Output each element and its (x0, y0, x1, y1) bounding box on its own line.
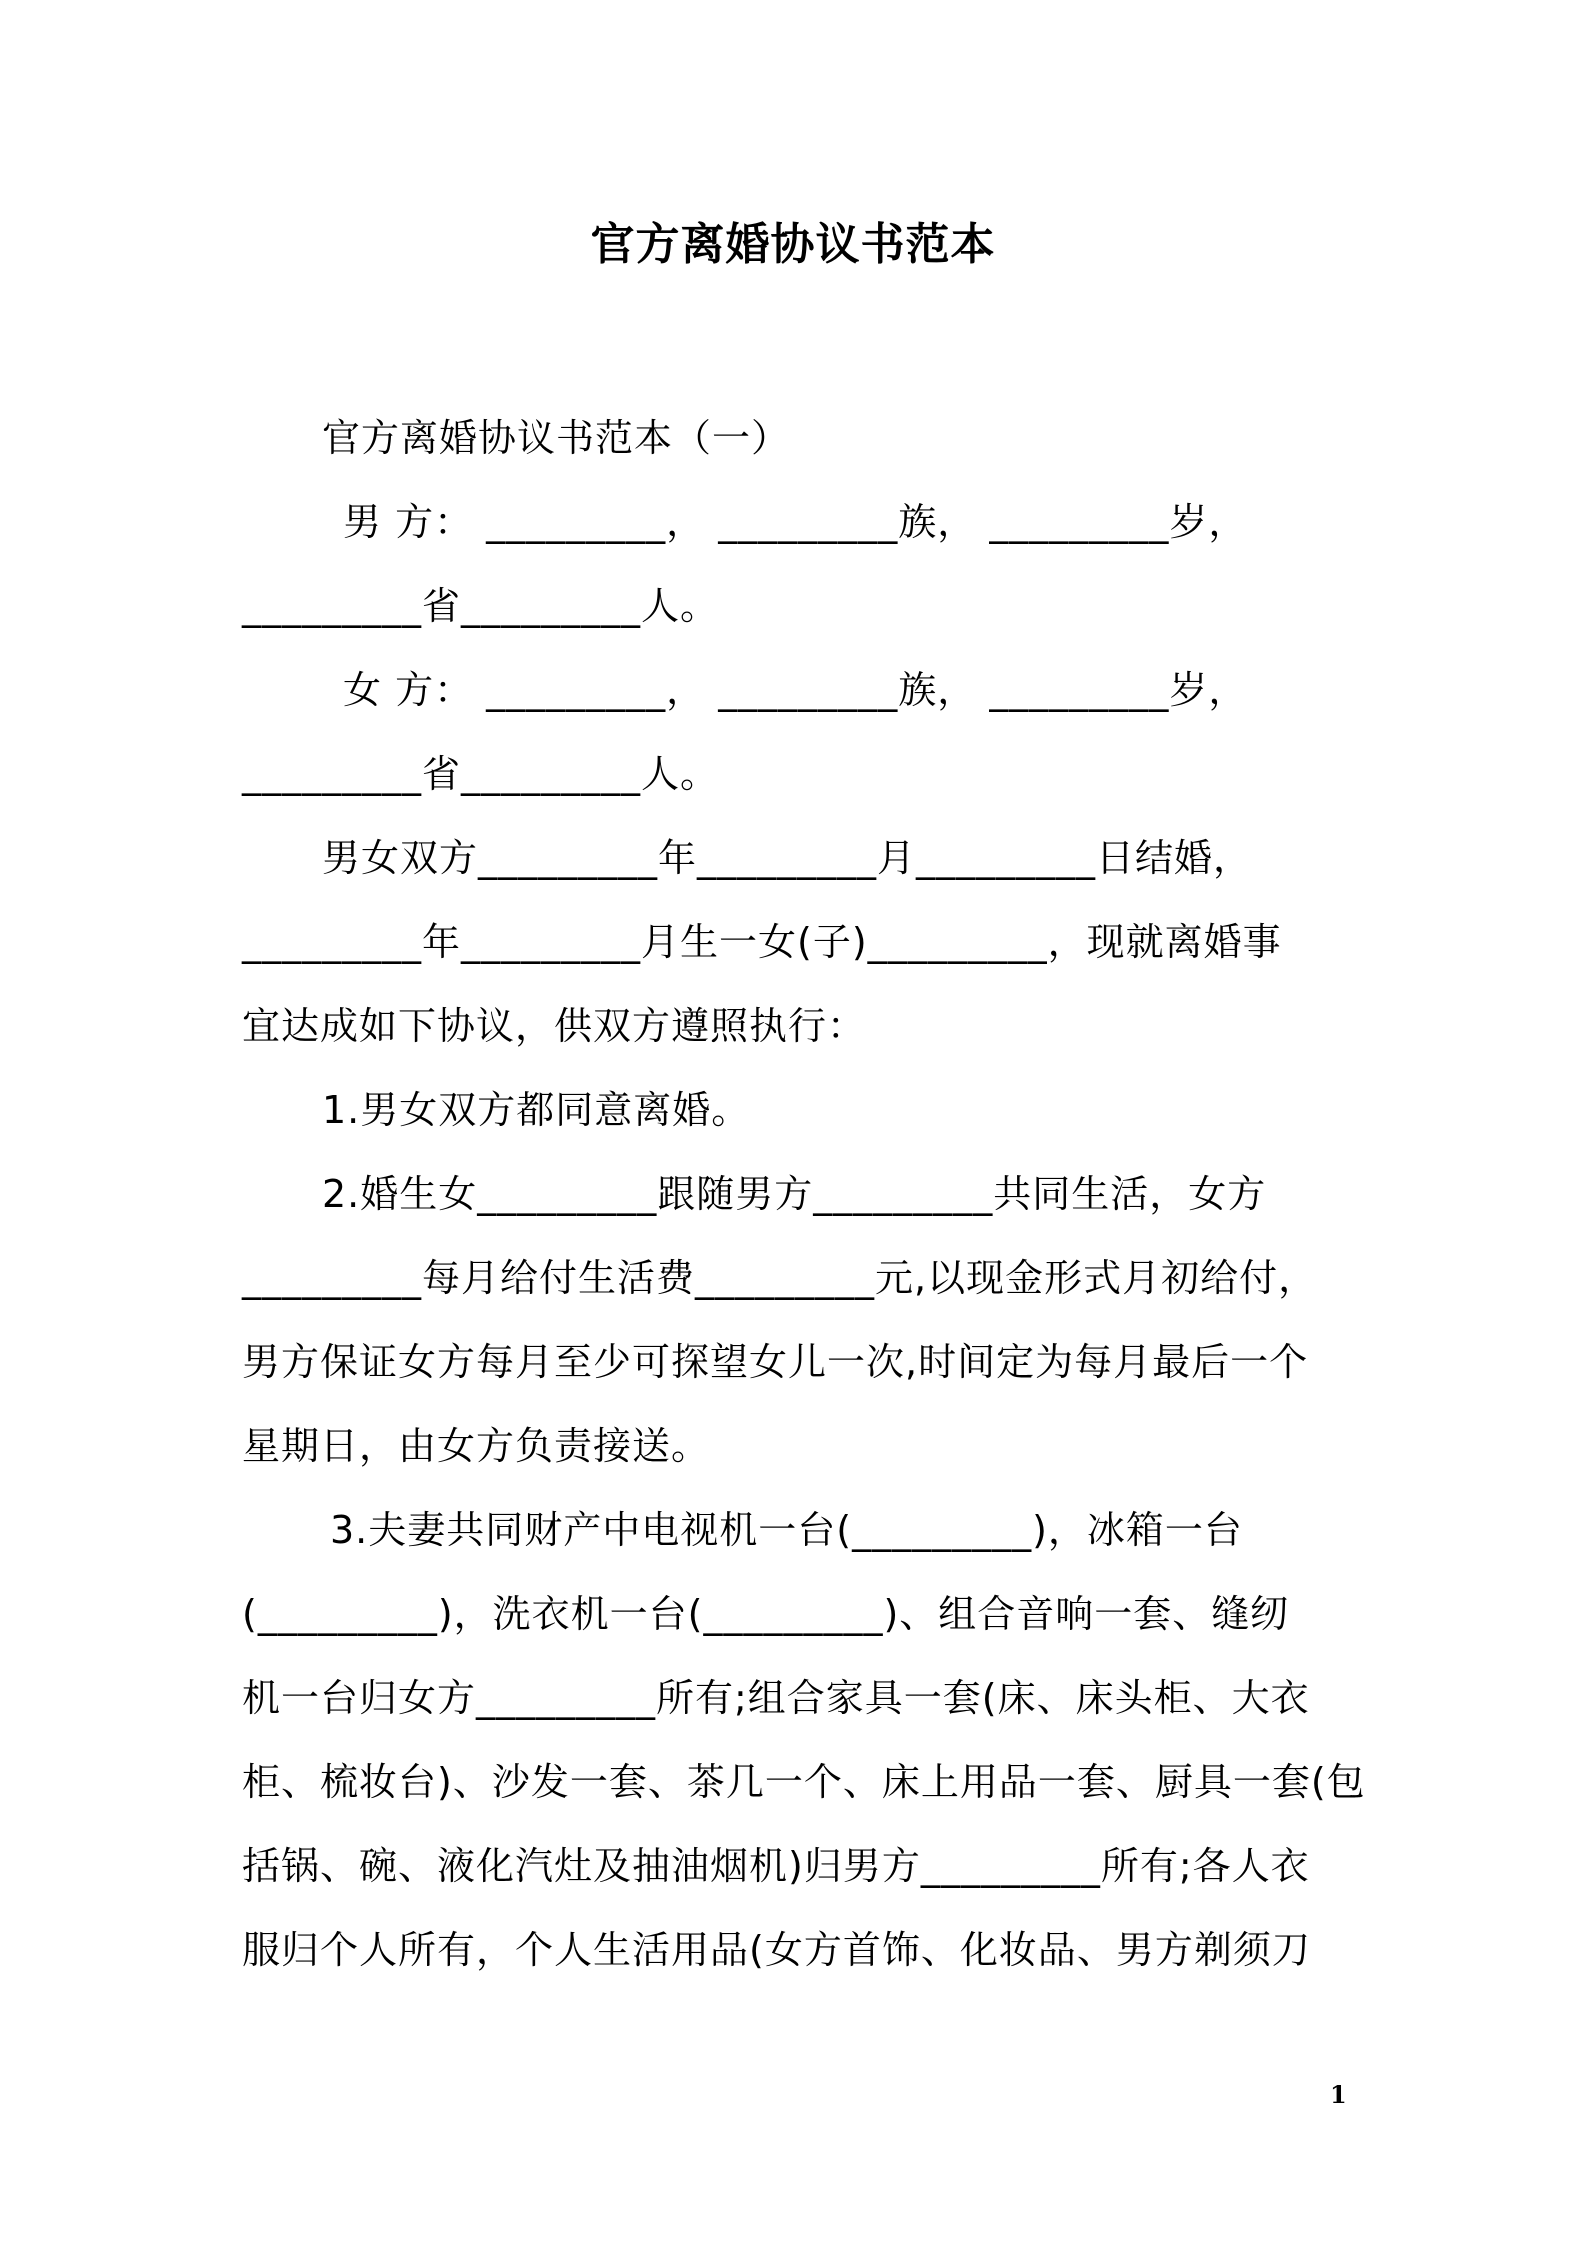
clause-2-line: _________每月给付生活费_________元,以现金形式月初给付， (242, 1256, 1318, 1300)
paragraph-line: _________年_________月生一女(子)_________，现就离婚事 (242, 920, 1282, 964)
clause-3-line: (_________)，洗衣机一台(_________)、组合音响一套、缝纫 (242, 1592, 1290, 1636)
female-origin-line: _________省_________人。 (242, 752, 720, 796)
clause-3-line: 柜、梳妆台)、沙发一套、茶几一个、床上用品一套、厨具一套(包 (242, 1760, 1366, 1804)
paragraph-line: 宜达成如下协议，供双方遵照执行： (242, 1004, 867, 1048)
female-party-line: 女 方： _________， _________族， _________岁， (343, 668, 1248, 712)
clause-2-line: 男方保证女方每月至少可探望女儿一次,时间定为每月最后一个 (242, 1340, 1309, 1384)
clause-2-line: 2.婚生女_________跟随男方_________共同生活，女方 (322, 1172, 1267, 1216)
male-origin-line: _________省_________人。 (242, 584, 720, 628)
page-number: 1 (1330, 2080, 1347, 2109)
clause-3-line: 服归个人所有，个人生活用品(女方首饰、化妆品、男方剃须刀 (242, 1928, 1311, 1972)
clause-1: 1.男女双方都同意离婚。 (322, 1088, 751, 1132)
document-title: 官方离婚协议书范本 (590, 219, 996, 270)
paragraph-line: 男女双方_________年_________月_________日结婚， (322, 836, 1253, 880)
section-heading: 官方离婚协议书范本（一） (322, 416, 791, 460)
male-party-line: 男 方： _________， _________族， _________岁， (343, 500, 1248, 544)
clause-3-line: 机一台归女方_________所有;组合家具一套(床、床头柜、大衣 (242, 1676, 1310, 1720)
clause-2-line: 星期日，由女方负责接送。 (242, 1424, 711, 1468)
clause-3-line: 3.夫妻共同财产中电视机一台(_________)，冰箱一台 (330, 1508, 1243, 1552)
clause-3-line: 括锅、碗、液化汽灶及抽油烟机)归男方_________所有;各人衣 (242, 1844, 1310, 1888)
